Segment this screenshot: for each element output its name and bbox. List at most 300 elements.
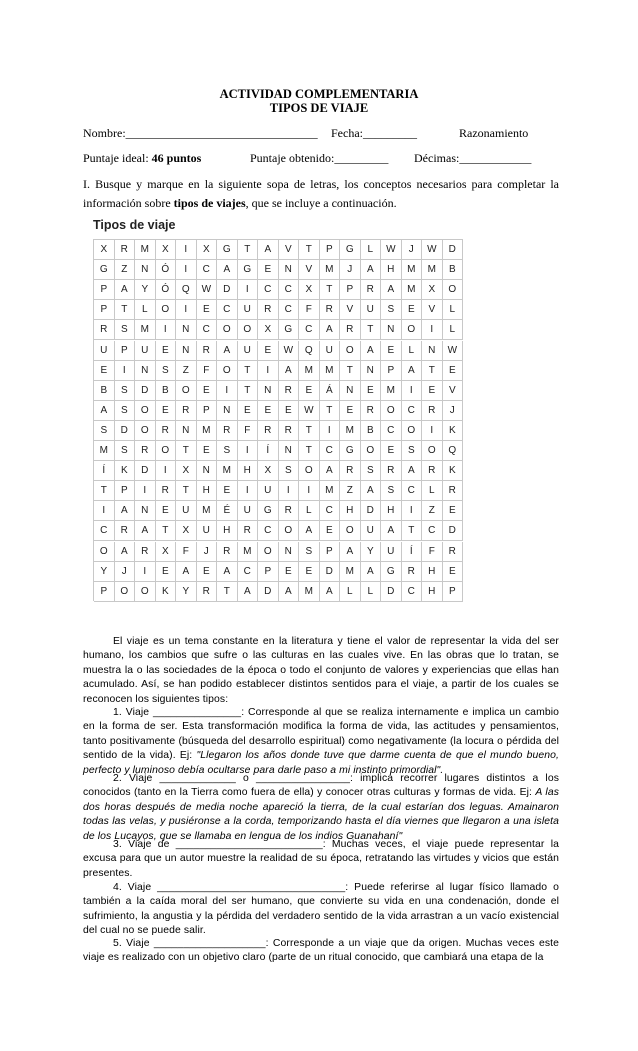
grid-cell: T: [299, 240, 320, 260]
grid-cell: E: [340, 401, 361, 421]
grid-cell: N: [279, 441, 300, 461]
grid-cell: A: [217, 260, 238, 280]
grid-cell: O: [340, 341, 361, 361]
grid-cell: B: [156, 381, 177, 401]
instructions: [83, 175, 559, 213]
grid-cell: Y: [176, 582, 197, 602]
grid-cell: E: [279, 562, 300, 582]
grid-cell: T: [361, 320, 382, 340]
grid-cell: B: [361, 421, 382, 441]
grid-cell: A: [320, 461, 341, 481]
grid-cell: D: [381, 582, 402, 602]
grid-cell: A: [279, 361, 300, 381]
grid-cell: S: [115, 401, 136, 421]
grid-cell: E: [381, 441, 402, 461]
grid-cell: G: [381, 562, 402, 582]
grid-cell: A: [238, 582, 259, 602]
grid-cell: U: [361, 521, 382, 541]
grid-cell: V: [279, 240, 300, 260]
grid-cell: Í: [94, 461, 115, 481]
type-item-1-example: "Llegaron los años donde tuve que darme cuenta de que el mundo bueno, perfecto y luminoso debía ocultarse para darle paso a mi instinto primordial".: [83, 750, 559, 776]
word-search-grid: [93, 239, 463, 601]
grid-cell: C: [258, 521, 279, 541]
type-item-2-example: A las dos horas después de media noche apareció la tierra, de la cual estarían dos leguas. Amainaron todas las velas, y pusiéronse a la corda, temporizando hasta el día viernes que llegaron a una isleta de los Lucayos, que se llamaba en lengua de los indios Guanahaní": [83, 787, 559, 842]
grid-cell: C: [320, 441, 341, 461]
grid-cell: L: [361, 240, 382, 260]
grid-cell: S: [402, 441, 423, 461]
grid-cell: P: [320, 240, 341, 260]
grid-cell: H: [217, 521, 238, 541]
grid-cell: Z: [422, 501, 443, 521]
grid-cell: X: [156, 542, 177, 562]
grid-cell: R: [279, 421, 300, 441]
ideal-score-value: 46 puntos: [151, 151, 202, 165]
grid-cell: M: [320, 481, 341, 501]
grid-cell: D: [115, 421, 136, 441]
grid-cell: O: [94, 542, 115, 562]
grid-cell: P: [320, 542, 341, 562]
grid-cell: D: [217, 280, 238, 300]
grid-cell: R: [176, 401, 197, 421]
grid-cell: F: [422, 542, 443, 562]
grid-cell: V: [299, 260, 320, 280]
grid-cell: Y: [135, 280, 156, 300]
grid-cell: M: [94, 441, 115, 461]
grid-cell: X: [422, 280, 443, 300]
grid-cell: E: [94, 361, 115, 381]
grid-cell: M: [135, 240, 156, 260]
grid-cell: G: [340, 441, 361, 461]
grid-cell: D: [135, 381, 156, 401]
grid-cell: E: [443, 562, 464, 582]
grid-cell: C: [299, 320, 320, 340]
type-item-3: [83, 838, 559, 881]
grid-cell: X: [94, 240, 115, 260]
grid-cell: A: [361, 341, 382, 361]
grid-cell: I: [279, 481, 300, 501]
grid-cell: O: [279, 521, 300, 541]
grid-cell: U: [258, 481, 279, 501]
grid-cell: T: [320, 280, 341, 300]
grid-cell: P: [381, 361, 402, 381]
grid-cell: C: [402, 481, 423, 501]
grid-cell: E: [279, 401, 300, 421]
grid-cell: U: [361, 300, 382, 320]
grid-cell: D: [361, 501, 382, 521]
grid-cell: L: [422, 481, 443, 501]
grid-cell: M: [340, 421, 361, 441]
grid-cell: M: [320, 361, 341, 381]
grid-cell: E: [156, 562, 177, 582]
grid-cell: E: [197, 562, 218, 582]
grid-cell: Q: [443, 441, 464, 461]
grid-cell: B: [443, 260, 464, 280]
grid-cell: A: [381, 280, 402, 300]
grid-cell: A: [279, 582, 300, 602]
grid-cell: E: [238, 401, 259, 421]
grid-cell: R: [443, 542, 464, 562]
grid-cell: P: [443, 582, 464, 602]
grid-cell: V: [443, 381, 464, 401]
grid-cell: I: [258, 361, 279, 381]
grid-cell: O: [422, 441, 443, 461]
grid-cell: M: [135, 320, 156, 340]
grid-cell: Í: [258, 441, 279, 461]
grid-cell: V: [422, 300, 443, 320]
grid-cell: K: [156, 582, 177, 602]
grid-cell: C: [197, 260, 218, 280]
grid-cell: H: [340, 501, 361, 521]
instructions-text-2: , que se incluye a continuación.: [245, 196, 397, 210]
page-subtitle: TIPOS DE VIAJE: [269, 101, 369, 115]
grid-cell: R: [340, 461, 361, 481]
type-item-5: [83, 937, 559, 966]
type-item-2-text: 2. Viaje _____________ o ________________: implica recorrer lugares distintos a los conocidos (tanto en la Tierra como fuera de ella) y conocer otras culturas y formas de vida. Ej:: [83, 773, 559, 799]
grid-cell: N: [135, 361, 156, 381]
grid-cell: M: [197, 421, 218, 441]
grid-cell: D: [443, 240, 464, 260]
grid-cell: I: [176, 240, 197, 260]
grid-cell: I: [115, 361, 136, 381]
grid-cell: R: [361, 280, 382, 300]
grid-cell: Ó: [156, 260, 177, 280]
grid-cell: R: [115, 521, 136, 541]
ideal-score-label: Puntaje ideal:: [83, 151, 149, 165]
grid-cell: C: [258, 280, 279, 300]
grid-cell: R: [94, 320, 115, 340]
grid-cell: O: [156, 441, 177, 461]
grid-cell: D: [320, 562, 341, 582]
grid-cell: O: [238, 320, 259, 340]
grid-cell: T: [238, 361, 259, 381]
grid-cell: A: [135, 521, 156, 541]
grid-cell: Ó: [156, 280, 177, 300]
grid-cell: A: [320, 320, 341, 340]
grid-cell: N: [135, 501, 156, 521]
grid-cell: X: [176, 521, 197, 541]
grid-cell: C: [279, 280, 300, 300]
grid-cell: O: [217, 320, 238, 340]
grid-cell: O: [176, 381, 197, 401]
grid-cell: I: [402, 381, 423, 401]
grid-cell: A: [402, 361, 423, 381]
grid-cell: R: [156, 421, 177, 441]
grid-cell: O: [135, 421, 156, 441]
grid-cell: S: [115, 381, 136, 401]
grid-cell: X: [197, 240, 218, 260]
grid-cell: L: [443, 320, 464, 340]
grid-cell: U: [176, 501, 197, 521]
grid-cell: T: [94, 481, 115, 501]
grid-cell: T: [320, 401, 341, 421]
type-item-4: [83, 881, 559, 939]
grid-cell: R: [217, 542, 238, 562]
grid-cell: E: [443, 501, 464, 521]
grid-cell: E: [299, 562, 320, 582]
grid-cell: U: [238, 501, 259, 521]
grid-cell: G: [279, 320, 300, 340]
grid-cell: N: [176, 341, 197, 361]
instructions-bold: tipos de viajes: [173, 196, 246, 210]
grid-cell: X: [156, 240, 177, 260]
grid-cell: A: [402, 461, 423, 481]
grid-cell: L: [443, 300, 464, 320]
grid-cell: M: [381, 381, 402, 401]
grid-cell: E: [402, 300, 423, 320]
grid-cell: U: [381, 542, 402, 562]
grid-cell: I: [135, 481, 156, 501]
grid-cell: W: [422, 240, 443, 260]
grid-cell: A: [176, 562, 197, 582]
grid-cell: C: [217, 300, 238, 320]
grid-cell: C: [94, 521, 115, 541]
grid-cell: Y: [361, 542, 382, 562]
grid-cell: T: [176, 481, 197, 501]
grid-cell: W: [443, 341, 464, 361]
grid-cell: I: [176, 260, 197, 280]
type-item-1: [83, 706, 559, 778]
grid-cell: O: [381, 401, 402, 421]
grid-cell: J: [340, 260, 361, 280]
grid-cell: I: [217, 381, 238, 401]
grade-field: Décimas:____________: [414, 151, 532, 165]
grid-cell: M: [320, 260, 341, 280]
grid-cell: F: [176, 542, 197, 562]
grid-cell: L: [361, 582, 382, 602]
grid-cell: I: [135, 562, 156, 582]
grid-cell: I: [422, 320, 443, 340]
type-item-1-text: 1. Viaje _______________: Corresponde al que se realiza internamente e implica un cambio en la forma de ser. Esta transformación modifica la forma de vida, las actitudes y pensamientos, tanto positivamente (búsqueda del desarrollo espiritual) como negativamente (la locura o pérdida del sentido de la vida). Ej:: [83, 707, 559, 762]
grid-cell: E: [217, 481, 238, 501]
grid-cell: S: [279, 461, 300, 481]
grid-cell: T: [217, 582, 238, 602]
grid-cell: H: [197, 481, 218, 501]
grid-cell: Z: [115, 260, 136, 280]
grid-cell: U: [135, 341, 156, 361]
grid-cell: E: [197, 300, 218, 320]
grid-cell: L: [299, 501, 320, 521]
grid-cell: C: [279, 300, 300, 320]
grid-cell: E: [443, 361, 464, 381]
grid-cell: A: [94, 401, 115, 421]
grid-cell: N: [361, 361, 382, 381]
grid-cell: N: [381, 320, 402, 340]
grid-cell: C: [402, 401, 423, 421]
grid-cell: N: [279, 542, 300, 562]
grid-cell: A: [217, 562, 238, 582]
grid-cell: N: [217, 401, 238, 421]
grid-cell: B: [94, 381, 115, 401]
grid-cell: M: [402, 260, 423, 280]
grid-cell: O: [135, 401, 156, 421]
type-item-2: [83, 772, 559, 844]
grid-cell: L: [340, 582, 361, 602]
grid-cell: A: [217, 341, 238, 361]
grid-cell: T: [238, 240, 259, 260]
grid-cell: Q: [176, 280, 197, 300]
intro-text: El viaje es un tema constante en la literatura y tiene el valor de representar la vida del ser humano, los cambios que sufre o las culturas en las cuales vive. En las obras que lo tratan, se muestra la o las sociedades de la época o todo el conjunto de valores y experiencias que ellas han acumulado. Así, se han podido establecer distintos sentidos para el viaje, a partir de los cuales se reconocen los siguientes tipos:: [83, 636, 559, 705]
grid-cell: N: [197, 461, 218, 481]
grid-cell: E: [197, 441, 218, 461]
grid-cell: P: [340, 280, 361, 300]
grid-cell: J: [115, 562, 136, 582]
grid-cell: S: [381, 481, 402, 501]
grid-cell: R: [279, 381, 300, 401]
grid-cell: F: [197, 361, 218, 381]
grid-cell: S: [156, 361, 177, 381]
grid-cell: E: [320, 521, 341, 541]
obtained-score: Puntaje obtenido:_________: [250, 151, 389, 165]
grid-cell: X: [299, 280, 320, 300]
grid-cell: R: [197, 582, 218, 602]
grid-cell: E: [361, 381, 382, 401]
grid-cell: I: [156, 320, 177, 340]
grid-cell: I: [238, 441, 259, 461]
grid-cell: T: [299, 441, 320, 461]
grid-cell: R: [135, 542, 156, 562]
grid-cell: Z: [340, 481, 361, 501]
name-field: Nombre:________________________________: [83, 126, 318, 140]
grid-cell: U: [320, 341, 341, 361]
grid-cell: N: [176, 421, 197, 441]
grid-cell: T: [402, 521, 423, 541]
grid-cell: R: [361, 401, 382, 421]
grid-cell: A: [340, 542, 361, 562]
grid-cell: I: [94, 501, 115, 521]
grid-cell: J: [402, 240, 423, 260]
grid-cell: X: [258, 320, 279, 340]
grid-cell: C: [381, 421, 402, 441]
date-field: Fecha:_________: [331, 126, 417, 140]
grid-cell: R: [258, 421, 279, 441]
grid-cell: R: [115, 240, 136, 260]
grid-cell: M: [238, 542, 259, 562]
grid-cell: W: [279, 341, 300, 361]
grid-cell: O: [135, 582, 156, 602]
grid-cell: Q: [299, 341, 320, 361]
grid-cell: E: [299, 381, 320, 401]
grid-cell: G: [217, 240, 238, 260]
grid-cell: Y: [94, 562, 115, 582]
grid-cell: M: [422, 260, 443, 280]
grid-cell: Á: [320, 381, 341, 401]
grid-cell: P: [94, 300, 115, 320]
grid-cell: R: [422, 401, 443, 421]
grid-cell: R: [422, 461, 443, 481]
page-title: ACTIVIDAD COMPLEMENTARIA: [219, 87, 419, 101]
grid-cell: E: [197, 381, 218, 401]
grid-cell: M: [340, 562, 361, 582]
grid-cell: F: [299, 300, 320, 320]
grid-cell: M: [197, 501, 218, 521]
grid-cell: P: [258, 562, 279, 582]
grid-cell: A: [299, 521, 320, 541]
grid-cell: O: [361, 441, 382, 461]
grid-cell: M: [217, 461, 238, 481]
grid-cell: G: [340, 240, 361, 260]
intro-paragraph: [83, 635, 559, 707]
grid-cell: G: [258, 501, 279, 521]
grid-cell: M: [299, 582, 320, 602]
grid-cell: C: [402, 582, 423, 602]
grid-cell: O: [258, 542, 279, 562]
grid-cell: J: [443, 401, 464, 421]
instructions-text-1: I. Busque y marque en la siguiente sopa de letras, los conceptos necesarios para completar la información sobre: [83, 177, 559, 210]
grid-cell: I: [320, 421, 341, 441]
grid-cell: C: [197, 320, 218, 340]
grid-cell: W: [197, 280, 218, 300]
grid-cell: S: [381, 300, 402, 320]
ideal-score: [83, 151, 201, 166]
grid-cell: N: [279, 260, 300, 280]
grid-cell: L: [135, 300, 156, 320]
grid-cell: A: [258, 240, 279, 260]
grid-cell: S: [361, 461, 382, 481]
grid-cell: S: [115, 441, 136, 461]
grid-cell: I: [422, 421, 443, 441]
grid-cell: I: [299, 481, 320, 501]
grid-cell: T: [299, 421, 320, 441]
grid-cell: D: [443, 521, 464, 541]
grid-cell: E: [258, 401, 279, 421]
grid-cell: H: [381, 501, 402, 521]
grid-cell: U: [238, 300, 259, 320]
grid-cell: E: [156, 401, 177, 421]
grid-cell: R: [443, 481, 464, 501]
grid-cell: U: [238, 341, 259, 361]
grid-cell: T: [115, 300, 136, 320]
grid-cell: K: [443, 421, 464, 441]
grid-cell: X: [176, 461, 197, 481]
grid-cell: N: [135, 260, 156, 280]
grid-cell: I: [156, 461, 177, 481]
grid-cell: Í: [402, 542, 423, 562]
grid-cell: R: [279, 501, 300, 521]
word-search-title: Tipos de viaje: [93, 218, 176, 232]
grid-cell: I: [176, 300, 197, 320]
grid-cell: R: [238, 521, 259, 541]
grid-cell: O: [402, 320, 423, 340]
grid-cell: G: [94, 260, 115, 280]
grid-cell: R: [381, 461, 402, 481]
grid-cell: R: [402, 562, 423, 582]
grid-cell: V: [340, 300, 361, 320]
grid-cell: W: [381, 240, 402, 260]
grid-cell: A: [381, 521, 402, 541]
grid-cell: E: [381, 341, 402, 361]
grid-cell: E: [156, 501, 177, 521]
grid-cell: L: [402, 341, 423, 361]
grid-cell: J: [197, 542, 218, 562]
grid-cell: A: [361, 260, 382, 280]
grid-cell: I: [402, 501, 423, 521]
grid-cell: P: [94, 582, 115, 602]
grid-cell: H: [381, 260, 402, 280]
grid-cell: A: [361, 562, 382, 582]
grid-cell: P: [94, 280, 115, 300]
grid-cell: R: [217, 421, 238, 441]
skill-label: Razonamiento: [459, 126, 529, 140]
grid-cell: W: [299, 401, 320, 421]
grid-cell: P: [115, 481, 136, 501]
grid-cell: T: [238, 381, 259, 401]
grid-cell: P: [115, 341, 136, 361]
grid-cell: R: [258, 300, 279, 320]
grid-cell: R: [135, 441, 156, 461]
grid-cell: U: [197, 521, 218, 541]
grid-cell: A: [115, 542, 136, 562]
grid-cell: X: [258, 461, 279, 481]
